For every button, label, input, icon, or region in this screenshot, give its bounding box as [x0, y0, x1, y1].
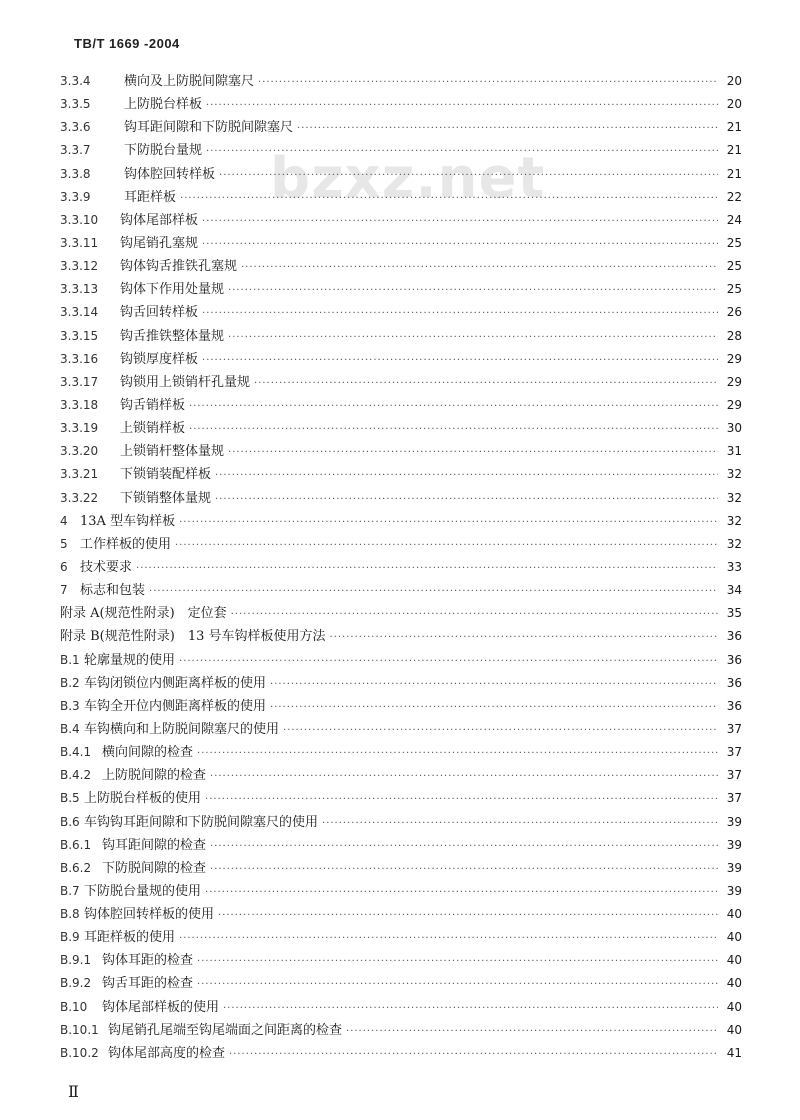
toc-entry-page: 36 — [726, 652, 742, 667]
toc-entry-number: 3.3.7 — [60, 143, 91, 158]
dot-leader — [202, 349, 718, 371]
toc-entry-number: 3.3.13 — [60, 282, 99, 297]
toc-entry-title: 横向间隙的检查 — [102, 745, 194, 761]
dot-leader — [215, 464, 718, 486]
dot-leader — [189, 395, 718, 417]
toc-entry[interactable] — [60, 163, 742, 186]
toc-entry-title: 耳距样板 — [124, 189, 177, 205]
toc-entry-number: B.9 — [60, 930, 80, 945]
toc-entry[interactable] — [60, 325, 742, 348]
toc-entry-number: 3.3.10 — [60, 212, 99, 227]
toc-entry-page: 34 — [726, 583, 742, 598]
toc-entry-number: B.6 — [60, 814, 80, 829]
toc-entry-number: B.5 — [60, 791, 80, 806]
toc-entry[interactable] — [60, 533, 742, 556]
dot-leader — [228, 279, 718, 301]
toc-entry-title: 上锁销杆整体量规 — [120, 444, 225, 460]
dot-leader — [149, 580, 718, 602]
dot-leader — [179, 927, 718, 949]
toc-entry-page: 37 — [726, 721, 742, 736]
toc-entry-title: 上防脱台样板 — [124, 97, 203, 113]
toc-entry-number: 4 — [60, 513, 68, 528]
toc-entry[interactable] — [60, 926, 742, 949]
toc-entry-number: B.4 — [60, 721, 80, 736]
toc-entry[interactable] — [60, 278, 742, 301]
toc-entry-title: 钩舌销样板 — [120, 397, 186, 413]
dot-leader — [179, 511, 718, 533]
toc-entry-page: 25 — [726, 282, 742, 297]
toc-entry-title: 钩尾销孔塞规 — [120, 235, 199, 251]
toc-entry-number: 3.3.8 — [60, 166, 91, 181]
watermark: bzxz.net — [270, 146, 546, 211]
toc-entry[interactable] — [60, 602, 742, 625]
dot-leader — [322, 812, 718, 834]
toc-entry[interactable] — [60, 949, 742, 972]
toc-entry-title: 钩体尾部样板的使用 — [102, 999, 220, 1015]
toc-entry[interactable] — [60, 510, 742, 533]
toc-entry[interactable] — [60, 139, 742, 162]
toc-entry-title: 车钩闭锁位内侧距离样板的使用 — [84, 675, 267, 691]
dot-leader — [180, 187, 718, 209]
toc-entry-number: 3.3.18 — [60, 397, 99, 412]
toc-entry[interactable] — [60, 880, 742, 903]
toc-entry-page: 41 — [726, 1045, 742, 1060]
dot-leader — [258, 71, 718, 93]
toc-entry-page: 25 — [726, 235, 742, 250]
toc-entry-title: 钩锁厚度样板 — [120, 351, 199, 367]
toc-entry-page: 36 — [726, 675, 742, 690]
toc-entry[interactable] — [60, 741, 742, 764]
toc-entry-page: 39 — [726, 860, 742, 875]
dot-leader — [330, 626, 718, 648]
toc-entry-page: 21 — [726, 120, 742, 135]
dot-leader — [202, 302, 718, 324]
toc-entry-title: 钩体钩舌推铁孔塞规 — [120, 259, 238, 275]
toc-entry[interactable] — [60, 116, 742, 139]
toc-entry-page: 20 — [726, 74, 742, 88]
toc-entry-title: 耳距样板的使用 — [84, 930, 176, 946]
toc-entry[interactable] — [60, 695, 742, 718]
dot-leader — [346, 1020, 718, 1042]
toc-entry-page: 20 — [726, 97, 742, 112]
dot-leader — [205, 881, 718, 903]
toc-entry-title: 标志和包装 — [80, 583, 146, 599]
dot-leader — [241, 256, 718, 278]
toc-entry-page: 40 — [726, 1022, 742, 1037]
toc-entry-page: 37 — [726, 791, 742, 806]
toc-entry-title: 钩舌推铁整体量规 — [120, 328, 225, 344]
toc-entry-number: 3.3.11 — [60, 235, 99, 250]
toc-entry-number: 7 — [60, 583, 68, 598]
dot-leader — [231, 603, 718, 625]
toc-entry[interactable] — [60, 301, 742, 324]
toc-entry-page: 25 — [726, 259, 742, 274]
toc-entry-title: 钩体尾部高度的检查 — [108, 1045, 226, 1061]
toc-entry-title: 横向及上防脱间隙塞尺 — [124, 74, 255, 89]
toc-entry[interactable] — [60, 579, 742, 602]
toc-entry-number: 3.3.20 — [60, 444, 99, 459]
toc-entry-title: 下防脱台量规的使用 — [84, 883, 202, 899]
toc-entry-number: 3.3.19 — [60, 421, 99, 436]
toc-entry-page: 21 — [726, 166, 742, 181]
toc-entry-page: 30 — [726, 421, 742, 436]
toc-entry-title: 上防脱台样板的使用 — [84, 791, 202, 807]
toc-entry-page: 39 — [726, 837, 742, 852]
toc-entry-title: 钩体下作用处量规 — [120, 282, 225, 298]
toc-entry[interactable] — [60, 209, 742, 232]
toc-entry-number: 3.3.5 — [60, 97, 91, 112]
toc-entry-number: 3.3.12 — [60, 259, 99, 274]
dot-leader — [197, 950, 718, 972]
toc-entry-title: 下锁销装配样板 — [120, 467, 212, 483]
toc-entry-title: 轮廓量规的使用 — [84, 652, 176, 668]
toc-entry-number: 3.3.22 — [60, 490, 99, 505]
toc-entry[interactable] — [60, 834, 742, 857]
toc-entry-number: B.10 — [60, 999, 88, 1014]
toc-entry-number: B.10.2 — [60, 1045, 99, 1060]
toc-entry-title: 车钩横向和上防脱间隙塞尺的使用 — [84, 721, 280, 737]
toc-entry[interactable] — [60, 232, 742, 255]
dot-leader — [218, 904, 718, 926]
toc-entry-page: 37 — [726, 745, 742, 760]
toc-entry-number: B.2 — [60, 675, 80, 690]
toc-entry-title: 工作样板的使用 — [80, 536, 172, 552]
toc-entry-page: 40 — [726, 907, 742, 922]
toc-entry[interactable] — [60, 718, 742, 741]
toc-entry[interactable] — [60, 972, 742, 995]
toc-entry-page: 36 — [726, 629, 742, 644]
toc-entry-page: 35 — [726, 606, 742, 621]
toc-entry-page: 32 — [726, 513, 742, 528]
dot-leader — [270, 696, 718, 718]
toc-entry-number: 3.3.4 — [60, 74, 91, 88]
toc-entry-title: 钩体耳距的检查 — [102, 953, 194, 969]
toc-entry-number: B.7 — [60, 883, 80, 898]
toc-entry[interactable] — [60, 857, 742, 880]
toc-entry-number: B.6.1 — [60, 837, 92, 852]
dot-leader — [210, 835, 718, 857]
dot-leader — [175, 534, 718, 556]
dot-leader — [210, 765, 718, 787]
toc-entry-page: 29 — [726, 397, 742, 412]
toc-entry[interactable] — [60, 394, 742, 417]
toc-entry-page: 32 — [726, 467, 742, 482]
dot-leader — [223, 997, 718, 1019]
dot-leader — [197, 742, 718, 764]
toc-entry-page: 21 — [726, 143, 742, 158]
toc-entry[interactable] — [60, 186, 742, 209]
dot-leader — [205, 788, 718, 810]
document-header: TB/T 1669 -2004 — [74, 36, 180, 51]
toc-entry-page: 26 — [726, 305, 742, 320]
toc-entry-page: 39 — [726, 883, 742, 898]
toc-entry-page: 24 — [726, 212, 742, 227]
toc-entry[interactable] — [60, 996, 742, 1019]
toc-entry-page: 39 — [726, 814, 742, 829]
dot-leader — [229, 1043, 718, 1065]
toc-entry-title: 上锁销样板 — [120, 421, 186, 437]
toc-entry-number: B.4.1 — [60, 745, 92, 760]
toc-entry[interactable] — [60, 811, 742, 834]
toc-entry-number: 3.3.15 — [60, 328, 99, 343]
toc-entry-number: B.10.1 — [60, 1022, 99, 1037]
dot-leader — [206, 140, 718, 162]
dot-leader — [219, 164, 718, 186]
toc-entry-page: 40 — [726, 999, 742, 1014]
toc-entry-page: 28 — [726, 328, 742, 343]
toc-entry-page: 31 — [726, 444, 742, 459]
toc-entry-title: 下锁销整体量规 — [120, 490, 212, 506]
toc-entry-title: 钩锁用上锁销杆孔量规 — [120, 374, 251, 390]
toc-entry[interactable] — [60, 417, 742, 440]
toc-entry[interactable] — [60, 371, 742, 394]
toc-entry-title: 钩耳距间隙的检查 — [102, 837, 207, 853]
dot-leader — [297, 117, 718, 139]
dot-leader — [215, 488, 718, 510]
toc-entry-number: B.6.2 — [60, 860, 92, 875]
toc-entry-title: 钩体腔回转样板的使用 — [84, 907, 215, 923]
toc-entry[interactable] — [60, 255, 742, 278]
toc-entry-number: 3.3.9 — [60, 189, 91, 204]
toc-entry-number: B.1 — [60, 652, 80, 667]
dot-leader — [197, 973, 718, 995]
toc-entry-title: 钩舌耳距的检查 — [102, 976, 194, 992]
toc-entry[interactable] — [60, 1042, 742, 1065]
toc-entry-title: 钩尾销孔尾端至钩尾端面之间距离的检查 — [108, 1022, 343, 1038]
toc-entry-number: B.9.1 — [60, 953, 92, 968]
toc-entry-number: 3.3.14 — [60, 305, 99, 320]
dot-leader — [206, 94, 718, 116]
toc-entry[interactable] — [60, 93, 742, 116]
toc-entry[interactable] — [60, 463, 742, 486]
dot-leader — [254, 372, 718, 394]
table-of-contents — [60, 70, 742, 1065]
toc-entry-title: 13A 型车钩样板 — [80, 513, 176, 529]
toc-entry-page: 40 — [726, 930, 742, 945]
dot-leader — [228, 441, 718, 463]
toc-entry[interactable] — [60, 440, 742, 463]
toc-entry-title: 钩体腔回转样板 — [124, 166, 216, 182]
toc-entry[interactable] — [60, 764, 742, 787]
toc-entry-page: 29 — [726, 374, 742, 389]
toc-entry-number: 3.3.17 — [60, 374, 99, 389]
toc-entry-title: 附录 B(规范性附录) 13 号车钩样板使用方法 — [60, 629, 326, 645]
toc-entry[interactable] — [60, 1019, 742, 1042]
dot-leader — [283, 719, 718, 741]
toc-entry[interactable] — [60, 487, 742, 510]
dot-leader — [189, 418, 718, 440]
dot-leader — [202, 210, 718, 232]
toc-entry-title: 附录 A(规范性附录) 定位套 — [60, 606, 227, 622]
toc-entry-title: 车钩全开位内侧距离样板的使用 — [84, 698, 267, 714]
toc-entry-number: 5 — [60, 536, 68, 551]
toc-entry-number: B.8 — [60, 907, 80, 922]
toc-entry-page: 22 — [726, 189, 742, 204]
toc-entry-page: 40 — [726, 976, 742, 991]
toc-entry-title: 钩舌回转样板 — [120, 305, 199, 321]
toc-entry-number: 3.3.21 — [60, 467, 99, 482]
toc-entry-title: 上防脱间隙的检查 — [102, 768, 207, 784]
toc-entry-number: 3.3.16 — [60, 351, 99, 366]
toc-entry-page: 29 — [726, 351, 742, 366]
toc-entry-title: 钩耳距间隙和下防脱间隙塞尺 — [124, 120, 294, 136]
toc-entry-page: 36 — [726, 698, 742, 713]
toc-entry[interactable] — [60, 649, 742, 672]
toc-entry[interactable] — [60, 348, 742, 371]
toc-entry-title: 钩体尾部样板 — [120, 212, 199, 228]
toc-entry-title: 技术要求 — [80, 559, 133, 575]
toc-entry-title: 车钩钩耳距间隙和下防脱间隙塞尺的使用 — [84, 814, 319, 830]
toc-entry-title: 下防脱间隙的检查 — [102, 860, 207, 876]
toc-entry-page: 37 — [726, 768, 742, 783]
toc-entry-page: 32 — [726, 490, 742, 505]
toc-entry[interactable] — [60, 70, 742, 93]
dot-leader — [210, 858, 718, 880]
toc-entry-page: 40 — [726, 953, 742, 968]
dot-leader — [202, 233, 718, 255]
dot-leader — [136, 557, 718, 579]
toc-entry[interactable] — [60, 556, 742, 579]
toc-entry[interactable] — [60, 672, 742, 695]
toc-entry-number: 3.3.6 — [60, 120, 91, 135]
toc-entry[interactable] — [60, 787, 742, 810]
toc-entry-page: 33 — [726, 559, 742, 574]
toc-entry-page: 32 — [726, 536, 742, 551]
dot-leader — [270, 673, 718, 695]
dot-leader — [179, 650, 718, 672]
toc-entry[interactable] — [60, 625, 742, 648]
toc-entry[interactable] — [60, 903, 742, 926]
toc-entry-number: B.4.2 — [60, 768, 92, 783]
toc-entry-number: B.3 — [60, 698, 80, 713]
page-number-footer: Ⅱ — [68, 1082, 79, 1101]
toc-entry-number: 6 — [60, 559, 68, 574]
toc-entry-number: B.9.2 — [60, 976, 92, 991]
dot-leader — [228, 326, 718, 348]
toc-entry-title: 下防脱台量规 — [124, 143, 203, 159]
